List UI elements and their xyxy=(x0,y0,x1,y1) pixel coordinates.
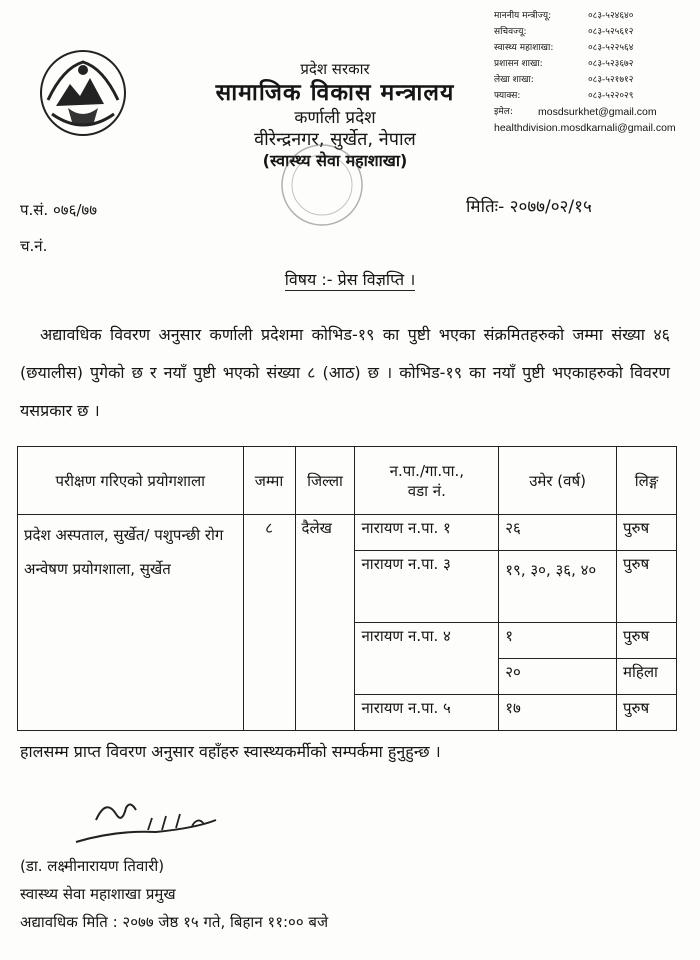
contact-row: स्वास्थ्य महाशाखा: ०८३-५२२५६४ xyxy=(494,43,634,53)
subject-line: विषय :- प्रेस विज्ञप्ति । xyxy=(284,270,416,289)
ministry-name: सामाजिक विकास मन्त्रालय xyxy=(215,79,455,106)
dispatch-number: च.नं. xyxy=(20,237,48,255)
header-total: जम्मा xyxy=(243,447,295,515)
letter-date: मितिः- २०७७/०२/१५ xyxy=(466,197,592,217)
gender-cell: पुरुष xyxy=(617,695,677,731)
email-link[interactable]: mosdsurkhet@gmail.com xyxy=(538,106,657,118)
contact-row: सचिवज्यू: ०८३-५२५६१२ xyxy=(494,27,634,37)
body-paragraph: अद्यावधिक विवरण अनुसार कर्णाली प्रदेशमा कोभिड-१९ का पुष्टी भएका संक्रमितहरुको जम्मा संख्या ४६ (छयालीस) पुगेको छ र नयाँ पुष्टी भएको संख्या ८ (आठ) छ । कोभिड-१९ का नयाँ पुष्टी भएकाहरुको विवरण यसप्रकार छ । xyxy=(20,325,670,420)
lab-cell: प्रदेश अस्पताल, सुर्खेत/ पशुपन्छी रोग अन्वेषण प्रयोगशाला, सुर्खेत xyxy=(18,515,244,731)
age-cell: १ xyxy=(499,623,617,659)
header-municipality: न.पा./गा.पा., वडा नं. xyxy=(355,447,499,515)
age-cell: २० xyxy=(499,659,617,695)
signatory-block xyxy=(20,852,328,936)
update-timestamp: अद्यावधिक मिति : २०७७ जेष्ठ १५ गते, बिहान ११:०० बजे xyxy=(20,913,329,931)
district-cell: दैलेख xyxy=(295,515,355,731)
contact-list xyxy=(494,8,700,136)
age-cell: २६ xyxy=(499,515,617,551)
header-age: उमेर (वर्ष) xyxy=(499,447,617,515)
ward-cell: नारायण न.पा. ५ xyxy=(355,695,499,731)
contact-row: प्रशासन शाखा: ०८३-५२३६७२ xyxy=(494,59,634,69)
age-cell: १७ xyxy=(499,695,617,731)
office-stamp xyxy=(272,140,372,230)
province-name: कर्णाली प्रदेश xyxy=(294,107,376,128)
header-lab: परीक्षण गरिएको प्रयोगशाला xyxy=(18,447,244,515)
contact-row: फ्याक्स: ०८३-५२२०२९ xyxy=(494,91,634,101)
email-link[interactable]: healthdivision.mosdkarnali@gmail.com xyxy=(494,122,676,134)
government-emblem-icon xyxy=(38,48,128,138)
header-gender: लिङ्ग xyxy=(617,447,677,515)
total-cell: ८ xyxy=(243,515,295,731)
gender-cell: पुरुष xyxy=(617,623,677,659)
reference-number: प.सं. ०७६/७७ xyxy=(20,201,98,219)
signatory-title: स्वास्थ्य सेवा महाशाखा प्रमुख xyxy=(20,885,176,903)
signatory-name: (डा. लक्ष्मीनारायण तिवारी) xyxy=(20,857,165,875)
contact-row: लेखा शाखा: ०८३-५२१७१२ xyxy=(494,75,634,85)
gender-cell: महिला xyxy=(617,659,677,695)
division-name: (स्वास्थ्य सेवा महाशाखा) xyxy=(262,151,408,171)
signature xyxy=(56,790,246,860)
ward-cell: नारायण न.पा. ३ xyxy=(355,551,499,623)
gender-cell: पुरुष xyxy=(617,515,677,551)
ward-cell: नारायण न.पा. १ xyxy=(355,515,499,551)
ward-cell: नारायण न.पा. ४ xyxy=(355,623,499,695)
table-header-row xyxy=(18,447,677,515)
gender-cell: पुरुष xyxy=(617,551,677,623)
age-cell: १९, ३०, ३६, ४० xyxy=(499,551,617,623)
contact-row: इमेल: mosdsurkhet@gmail.com xyxy=(494,106,657,118)
office-address: वीरेन्द्रनगर, सुर्खेत, नेपाल xyxy=(254,128,416,150)
contact-row: माननीय मन्त्रीज्यू: ०८३-५२४६४० xyxy=(494,11,634,21)
government-name: प्रदेश सरकार xyxy=(300,60,370,78)
contact-note: हालसम्म प्राप्त विवरण अनुसार वहाँहरु स्वास्थ्यकर्मीको सम्पर्कमा हुनुहुन्छ । xyxy=(20,742,441,761)
table-row xyxy=(18,515,677,551)
cases-table xyxy=(17,446,677,731)
header-district: जिल्ला xyxy=(295,447,355,515)
